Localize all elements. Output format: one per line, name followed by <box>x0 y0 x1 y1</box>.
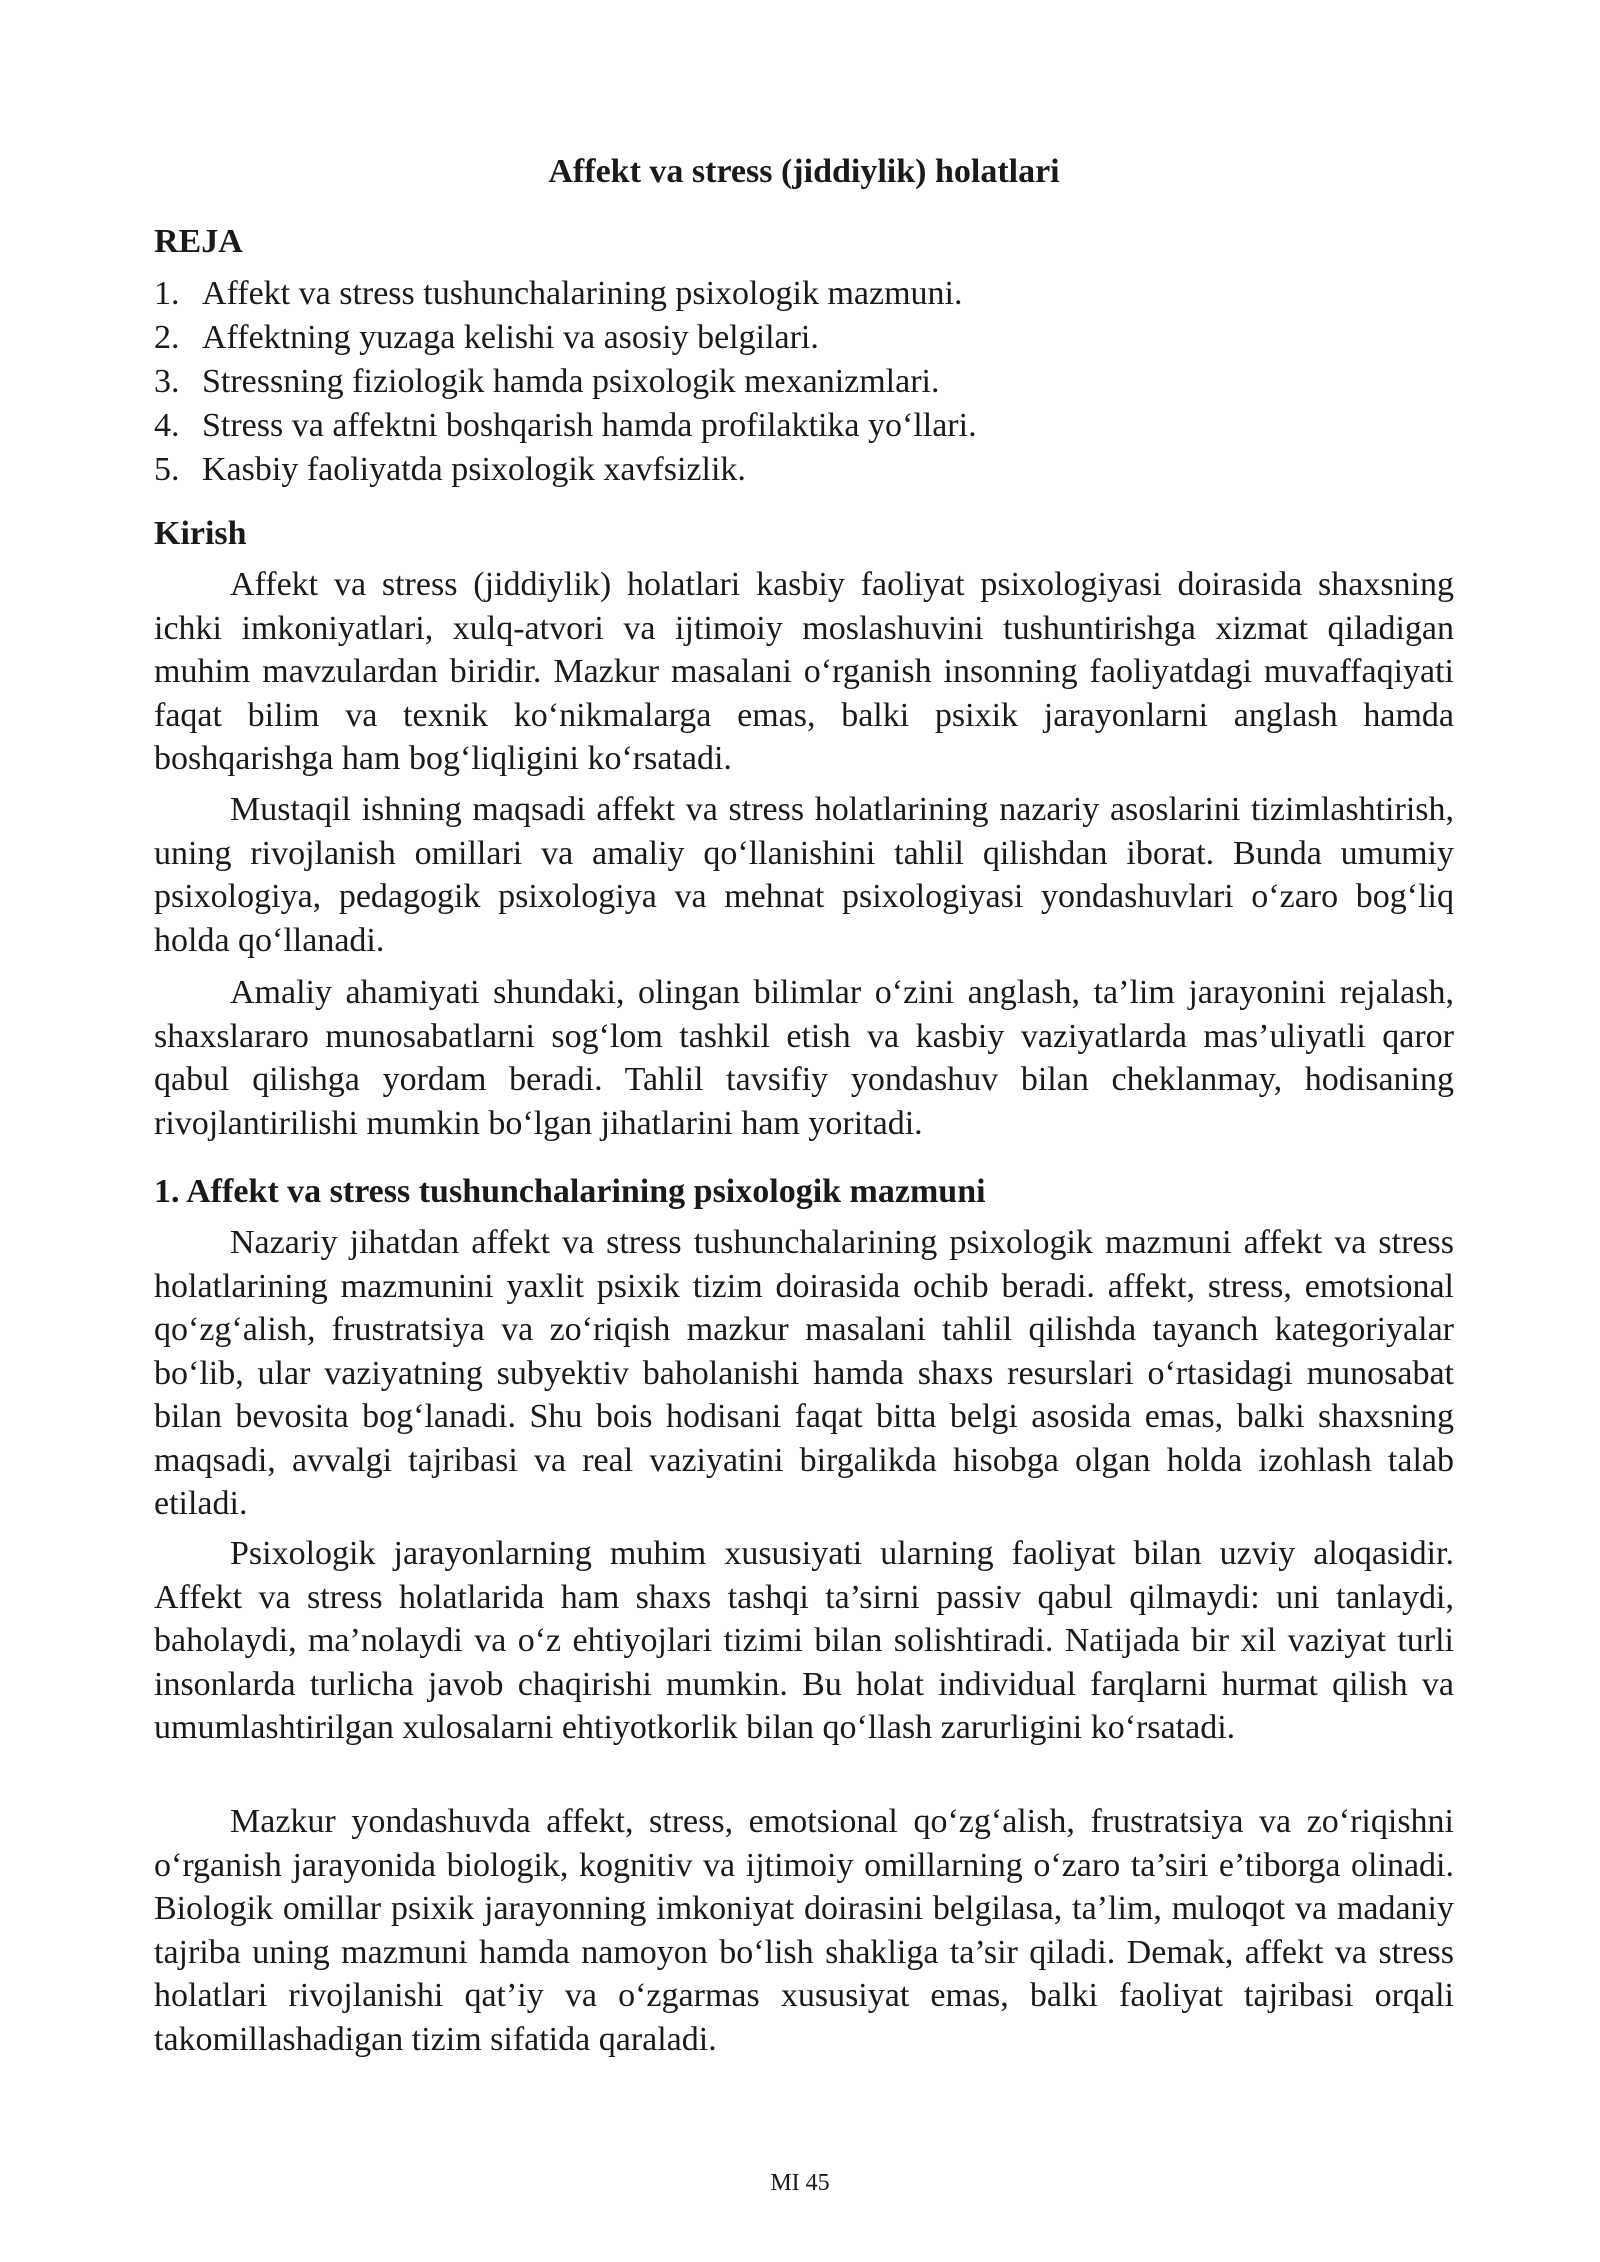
section-paragraph: Psixologik jarayonlarning muhim xususiyati ularning faoliyat bilan uzviy aloqasidir. Affekt va stress holatlarida ham shaxs tashqi ta’sirni passiv qabul qilmaydi: uni tanlaydi, baholaydi, ma’nolaydi va o‘z ehtiyojlari tizimi bilan solishtiradi. Natijada bir xil vaziyat turli insonlarda turlicha javob chaqirishi mumkin. Bu holat individual farqlarni hurmat qilish va umumlashtirilgan xulosalarni ehtiyotkorlik bilan qo‘llash zarurligini ko‘rsatadi. <box>154 1535 1454 1746</box>
section-heading: 1. Affekt va stress tushunchalarining psixologik mazmuni <box>154 1173 986 1210</box>
section-paragraph: Mazkur yondashuvda affekt, stress, emotsional qo‘zg‘alish, frustratsiya va zo‘riqishni o‘rganish jarayonida biologik, kognitiv va ijtimoiy omillarning o‘zaro ta’siri e’tiborga olinadi. Biologik omillar psixik jarayonning imkoniyat doirasini belgilasa, ta’lim, muloqot va madaniy tajriba uning mazmuni hamda namoyon bo‘lish shakliga ta’sir qiladi. Demak, affekt va stress holatlari rivojlanishi qat’iy va o‘zgarmas xususiyat emas, balki faoliyat tajribasi orqali takomillashadigan tizim sifatida qaraladi. <box>154 1803 1454 2058</box>
plan-heading: REJA <box>154 223 243 260</box>
intro-paragraph: Affekt va stress (jiddiylik) holatlari kasbiy faoliyat psixologiyasi doirasida shaxsning ichki imkoniyatlari, xulq-atvori va ijtimoiy moslashuvini tushuntirishga xizmat qiladigan muhim mavzulardan biridir. Mazkur masalani o‘rganish insonning faoliyatdagi muvaffaqiyati faqat bilim va texnik ko‘nikmalarga emas, balki psixik jarayonlarni anglash hamda boshqarishga ham bog‘liqligini ko‘rsatadi. <box>154 566 1454 777</box>
intro-paragraph: Amaliy ahamiyati shundaki, olingan bilimlar o‘zini anglash, ta’lim jarayonini rejalash, shaxslararo munosabatlarni sog‘lom tashkil etish va kasbiy vaziyatlarda mas’uliyatli qaror qabul qilishga yordam beradi. Tahlil tavsifiy yondashuv bilan cheklanmay, hodisaning rivojlantirilishi mumkin bo‘lgan jihatlarini ham yoritadi. <box>154 974 1454 1142</box>
plan-item <box>154 448 1454 492</box>
plan-item <box>154 272 1454 316</box>
plan-item-number: 4. <box>154 407 180 444</box>
plan-item <box>154 404 1454 448</box>
plan-item-text: Stressning fiziologik hamda psixologik mexanizmlari. <box>202 363 940 400</box>
plan-item-number: 2. <box>154 319 180 356</box>
intro-heading: Kirish <box>154 515 247 552</box>
plan-item-number: 3. <box>154 363 180 400</box>
section-paragraph: Nazariy jihatdan affekt va stress tushunchalarining psixologik mazmuni affekt va stress holatlarining mazmunini yaxlit psixik tizim doirasida ochib beradi. affekt, stress, emotsional qo‘zg‘alish, frustratsiya va zo‘riqish mazkur masalani tahlil qilishda tayanch kategoriyalar bo‘lib, ular vaziyatning subyektiv baholanishi hamda shaxs resurslari o‘rtasidagi munosabat bilan bevosita bog‘lanadi. Shu bois hodisani faqat bitta belgi asosida emas, balki shaxsning maqsadi, avvalgi tajribasi va real vaziyatini birgalikda hisobga olgan holda izohlash talab etiladi. <box>154 1224 1454 1522</box>
plan-item-number: 5. <box>154 451 180 488</box>
plan-item-text: Affekt va stress tushunchalarining psixologik mazmuni. <box>202 275 963 312</box>
plan-list <box>154 272 1454 492</box>
plan-item-text: Kasbiy faoliyatda psixologik xavfsizlik. <box>202 451 746 488</box>
plan-item-number: 1. <box>154 275 180 312</box>
page-title: Affekt va stress (jiddiylik) holatlari <box>548 153 1060 190</box>
plan-item-text: Affektning yuzaga kelishi va asosiy belgilari. <box>202 319 819 356</box>
plan-item-text: Stress va affektni boshqarish hamda profilaktika yo‘llari. <box>202 407 977 444</box>
plan-item <box>154 360 1454 404</box>
intro-paragraph: Mustaqil ishning maqsadi affekt va stress holatlarining nazariy asoslarini tizimlashtirish, uning rivojlanish omillari va amaliy qo‘llanishini tahlil qilishdan iborat. Bunda umumiy psixologiya, pedagogik psixologiya va mehnat psixologiyasi yondashuvlari o‘zaro bog‘liq holda qo‘llanadi. <box>154 791 1454 959</box>
page-number: MI 45 <box>770 2170 830 2196</box>
plan-item <box>154 316 1454 360</box>
